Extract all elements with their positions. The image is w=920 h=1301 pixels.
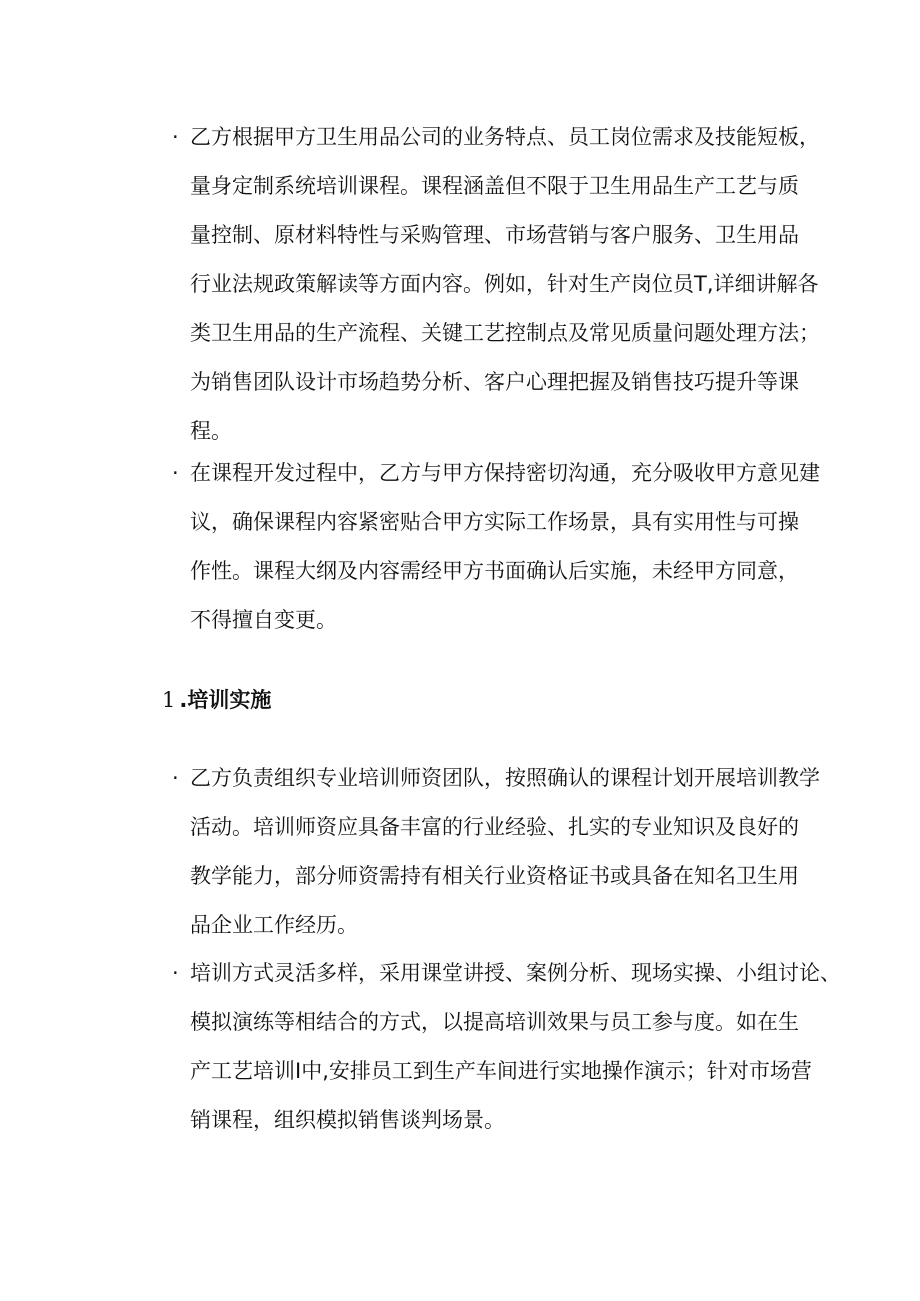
list-item bbox=[172, 449, 820, 645]
list-item bbox=[172, 949, 841, 1145]
paragraph-line: 类卫生用品的生产流程、关键工艺控制点及常见质量问题处理方法； bbox=[190, 321, 820, 345]
paragraph-line: 乙方根据甲方卫生用品公司的业务特点、员工岗位需求及技能短板， bbox=[190, 125, 820, 149]
bullet-marker: · bbox=[172, 125, 179, 149]
paragraph-line: 品企业工作经历。 bbox=[190, 913, 358, 937]
paragraph-line: 培训方式灵活多样，采用课堂讲授、案例分析、现场实操、小组讨论、 bbox=[190, 961, 841, 985]
paragraph-line: 活动。培训师资应具备丰富的行业经验、扎实的专业知识及良好的 bbox=[190, 815, 799, 839]
bullet-marker: · bbox=[172, 961, 179, 985]
section-title: .培训实施 bbox=[179, 688, 272, 712]
paragraph-line: 教学能力，部分师资需持有相关行业资格证书或具备在知名卫生用 bbox=[190, 864, 799, 888]
list-item bbox=[172, 754, 820, 950]
paragraph-line: 量身定制系统培训课程。课程涵盖但不限于卫生用品生产工艺与质 bbox=[190, 174, 799, 198]
paragraph-line: 量控制、原材料特性与采购管理、市场营销与客户服务、卫生用品 bbox=[190, 223, 799, 247]
section-heading bbox=[162, 680, 271, 720]
paragraph-line: 乙方负责组织专业培训师资团队，按照确认的课程计划开展培训教学 bbox=[190, 766, 820, 790]
paragraph-line: 程。 bbox=[190, 419, 232, 443]
bullet-marker: · bbox=[172, 766, 179, 790]
paragraph-line: 行业法规政策解读等方面内容。例如，针对生产岗位员T,详细讲解各 bbox=[190, 272, 819, 296]
paragraph-line: 不得擅自变更。 bbox=[190, 608, 337, 632]
paragraph-line: 议，确保课程内容紧密贴合甲方实际工作场景，具有实用性与可操 bbox=[190, 510, 799, 534]
bullet-marker: · bbox=[172, 461, 179, 485]
paragraph-line: 销课程，组织模拟销售谈判场景。 bbox=[190, 1108, 505, 1132]
list-item bbox=[172, 113, 820, 456]
paragraph-line: 在课程开发过程中，乙方与甲方保持密切沟通，充分吸收甲方意见建 bbox=[190, 461, 820, 485]
paragraph-line: 产工艺培训I中,安排员工到生产车间进行实地操作演示；针对市场营 bbox=[190, 1059, 812, 1083]
section-number: 1 bbox=[162, 688, 176, 712]
paragraph-line: 作性。课程大纲及内容需经甲方书面确认后实施，未经甲方同意， bbox=[190, 559, 799, 583]
paragraph-line: 模拟演练等相结合的方式，以提高培训效果与员工参与度。如在生 bbox=[190, 1010, 799, 1034]
paragraph-line: 为销售团队设计市场趋势分析、客户心理把握及销售技巧提升等课 bbox=[190, 370, 799, 394]
